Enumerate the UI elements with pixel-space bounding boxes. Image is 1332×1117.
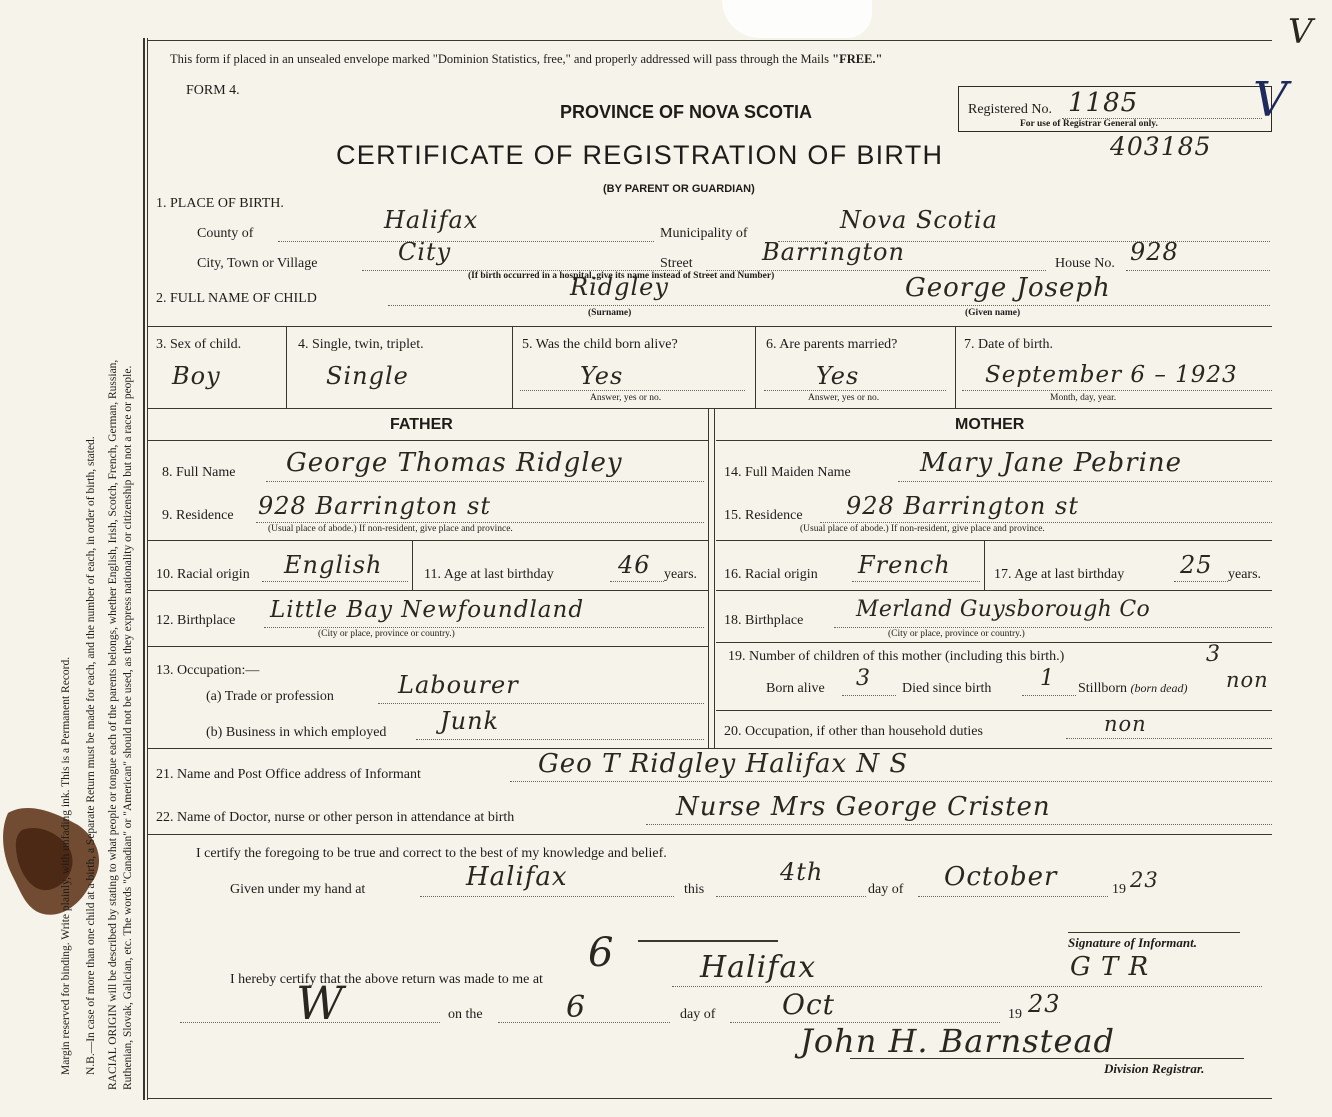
row3-divider-1 [286,326,287,408]
registered-value: 1185 [1068,88,1139,118]
registrar-signature: John H. Barnstead [800,1022,1116,1060]
doctor-label: 22. Name of Doctor, nurse or other person in attendance at birth [156,810,515,825]
registrar-tick-mark: 6 [588,930,615,976]
signature-of-informant-label: Signature of Informant. [1068,935,1197,950]
mail-note-free: "FREE." [832,52,883,66]
single-value: Single [326,362,409,390]
city-value: City [398,238,452,266]
mother-birthplace-label: 18. Birthplace [724,613,804,628]
mother-residence-note: (Usual place of abode.) If non-resident, give place and province. [800,524,1045,534]
municipality-label: Municipality of [660,226,748,241]
child-name-line [388,305,1270,306]
street-label: Street [660,256,693,271]
father-birthplace-label: 12. Birthplace [156,613,236,628]
informant-signature-rule [1068,932,1240,933]
certificate-title: CERTIFICATE OF REGISTRATION OF BIRTH [336,140,944,170]
mother-birthplace-note: (City or place, province or country.) [888,629,1025,639]
date-label: 7. Date of birth. [964,337,1054,352]
father-rule-2 [148,590,708,591]
given-month-value: October [944,862,1058,892]
form-top-rule [148,40,1272,41]
alive-line [520,390,745,391]
doctor-value: Nurse Mrs George Cristen [676,792,1051,822]
binding-margin-line-inner [147,38,148,1100]
father-residence-value: 928 Barrington st [258,492,491,520]
father-heading: FATHER [390,416,453,433]
mother-rule-4 [716,710,1272,711]
mother-died-line [1022,695,1076,696]
mother-residence-line [820,522,1272,523]
child-name-label: 2. FULL NAME OF CHILD [156,291,317,306]
mother-born-alive-label: Born alive [766,681,825,696]
stillborn-text: Stillborn [1078,681,1128,696]
given-day-value: 4th [780,858,824,886]
father-residence-note: (Usual place of abode.) If non-resident, give place and province. [268,524,513,534]
alive-value: Yes [580,362,624,390]
form-number: FORM 4. [186,83,240,98]
registered-label: Registered No. [968,102,1052,117]
mother-rule-3 [716,642,1272,643]
row3-divider-2 [512,326,513,408]
father-age-line [610,581,664,582]
child-given-note: (Given name) [965,308,1021,318]
child-surname-value: Ridgley [570,273,669,301]
check-mark-corner: V [1288,12,1314,52]
informant-value: Geo T Ridgley Halifax N S [538,749,909,779]
house-number-value: 928 [1130,238,1179,266]
certificate-subtitle: (BY PARENT OR GUARDIAN) [603,183,755,195]
mother-occupation-line [1066,738,1272,739]
margin-note-multiple-births: N.B.—In case of more than one child at a birth, a Separate Return must be made for each, and the number of each, in order of birth, stated. [85,436,97,1075]
mother-born-alive-line [842,695,896,696]
given-month-line [918,896,1108,897]
given-year-value: 23 [1130,868,1159,892]
row3-divider-3 [755,326,756,408]
margin-note-racial-origin: RACIAL ORIGIN will be described by stating to what people or tongue each of the parents belongs, whether English, Irish, Scotch, French, German, Russian, [107,359,119,1090]
alive-label: 5. Was the child born alive? [522,337,678,352]
sex-value: Boy [172,362,221,390]
margin-note-binding: Margin reserved for binding. Write plainly, with unfading ink. This is a Permanent Record. [60,656,72,1075]
mother-age-label: 17. Age at last birthday [994,567,1125,582]
mail-note-text: This form if placed in an unsealed envelope marked "Dominion Statistics, free," and properly addressed will pass through the Mails [170,52,833,66]
given-place-value: Halifax [466,862,568,892]
city-label: City, Town or Village [197,256,318,271]
mother-children-label: 19. Number of children of this mother (including this birth.) [728,649,1065,664]
doctor-line [646,824,1272,825]
mother-racial-value: French [858,551,951,579]
father-residence-line [256,522,704,523]
child-surname-note: (Surname) [588,308,632,318]
child-given-value: George Joseph [905,273,1111,303]
place-of-birth-heading: 1. PLACE OF BIRTH. [156,196,284,211]
married-label: 6. Are parents married? [766,337,898,352]
mother-birthplace-line [834,627,1272,628]
row3-divider-4 [955,326,956,408]
paper-tear [722,0,872,38]
given-this-label: this [684,882,705,897]
father-name-line [266,481,704,482]
registrar-year-value: 23 [1028,990,1061,1018]
margin-note-racial-origin-cont: Ruthenian, Slovak, Galician, etc. The words "Canadian" or "American" should not be used, as they express nationality or citizenship but not a race or people. [122,365,134,1090]
registrar-statement: I hereby certify that the above return was made to me at [230,972,543,987]
registrar-year-prefix: 19 [1008,1007,1022,1022]
father-business-label: (b) Business in which employed [206,725,387,740]
father-trade-line [378,703,704,704]
married-line [764,390,946,391]
county-value: Halifax [384,206,479,234]
mother-occupation-label: 20. Occupation, if other than household duties [724,724,983,739]
registrar-signature-line [850,1058,1244,1059]
row3-top-rule [148,326,1272,327]
father-racial-label: 10. Racial origin [156,567,250,582]
binding-margin-line [143,38,145,1100]
registrar-month-value: Oct [782,988,835,1021]
street-value: Barrington [762,238,905,266]
parents-head-rule-left [148,440,708,441]
mother-residence-label: 15. Residence [724,508,803,523]
municipality-value: Nova Scotia [840,206,998,234]
mother-name-value: Mary Jane Pebrine [920,448,1183,478]
registrar-left-line [180,1022,440,1023]
married-value: Yes [816,362,860,390]
father-racial-value: English [284,551,383,579]
mother-died-label: Died since birth [902,681,992,696]
mother-racial-line [852,581,980,582]
father-racial-line [262,581,408,582]
registrar-place-line [672,986,1262,987]
informant-line [510,781,1272,782]
house-number-label: House No. [1055,256,1115,271]
mother-rule-1 [716,540,1272,541]
father-age-years: years. [664,567,698,582]
house-number-line [1126,270,1270,271]
mother-stillborn-label [1078,681,1188,697]
mother-age-line [1174,581,1228,582]
father-business-value: Junk [440,707,500,735]
mother-racial-divider [984,540,985,590]
mother-racial-label: 16. Racial origin [724,567,818,582]
given-year-prefix: 19 [1112,882,1126,897]
registrar-initial-mark: W [296,976,345,1030]
father-rule-1 [148,540,708,541]
informant-initials: G T R [1070,952,1150,982]
given-day-of-label: day of [868,882,904,897]
mother-occupation-value: non [1104,712,1147,736]
check-mark-header: V [1253,72,1289,128]
mother-rule-2 [716,590,1272,591]
stillborn-note: (born dead) [1130,681,1188,695]
mail-note [170,52,882,67]
single-label: 4. Single, twin, triplet. [298,337,424,352]
registrar-on-the-label: on the [448,1007,483,1022]
father-age-value: 46 [618,551,651,579]
date-line [962,390,1272,391]
father-residence-label: 9. Residence [162,508,234,523]
mother-age-years: years. [1228,567,1262,582]
form-bottom-rule [148,1098,1272,1099]
certificate-number: 403185 [1110,132,1212,161]
given-place-line [420,896,674,897]
mother-birthplace-value: Merland Guysborough Co [856,597,1151,622]
registrar-note: For use of Registrar General only. [1020,119,1158,129]
certify-statement: I certify the foregoing to be true and correct to the best of my knowledge and belief. [196,846,667,861]
province-heading: PROVINCE OF NOVA SCOTIA [560,102,813,122]
county-line [278,241,654,242]
mother-stillborn-value: non [1226,668,1269,692]
father-occupation-label: 13. Occupation:— [156,663,260,678]
county-label: County of [197,226,254,241]
informant-signature-line [638,940,778,942]
mother-died-value: 1 [1040,666,1055,691]
mother-name-label: 14. Full Maiden Name [724,465,851,480]
father-birthplace-note: (City or place, province or country.) [318,629,455,639]
mother-heading: MOTHER [955,416,1025,433]
given-day-line [716,896,866,897]
hospital-note: (If birth occurred in a hospital, give its name instead of Street and Number) [468,271,775,281]
married-note: Answer, yes or no. [808,393,880,403]
date-note: Month, day, year. [1050,393,1117,403]
father-trade-value: Labourer [398,671,519,699]
doctor-bottom-rule [148,834,1272,835]
row3-bottom-rule [148,408,1272,409]
registrar-day-of-label: day of [680,1007,716,1022]
father-birthplace-line [264,627,704,628]
division-registrar-label: Division Registrar. [1104,1061,1205,1076]
alive-note: Answer, yes or no. [590,393,662,403]
mother-children-value: 3 [1206,642,1221,667]
parents-head-rule-right [716,440,1272,441]
sex-label: 3. Sex of child. [156,337,242,352]
parents-center-divider-2 [714,408,715,748]
mother-born-alive-value: 3 [856,666,871,691]
mother-age-value: 25 [1180,551,1213,579]
father-name-label: 8. Full Name [162,465,236,480]
father-age-label: 11. Age at last birthday [424,567,554,582]
parents-center-divider [708,408,709,748]
father-business-line [416,739,704,740]
father-birthplace-value: Little Bay Newfoundland [270,597,585,623]
given-under-label: Given under my hand at [230,882,366,897]
mother-residence-value: 928 Barrington st [846,492,1079,520]
father-name-value: George Thomas Ridgley [286,448,623,478]
father-racial-divider [412,540,413,590]
informant-label: 21. Name and Post Office address of Informant [156,767,421,782]
date-value: September 6 – 1923 [985,362,1238,388]
registrar-day-value: 6 [566,990,587,1025]
mother-name-line [898,481,1272,482]
father-rule-3 [148,646,708,647]
father-trade-label: (a) Trade or profession [206,689,334,704]
registrar-place-value: Halifax [700,950,817,985]
